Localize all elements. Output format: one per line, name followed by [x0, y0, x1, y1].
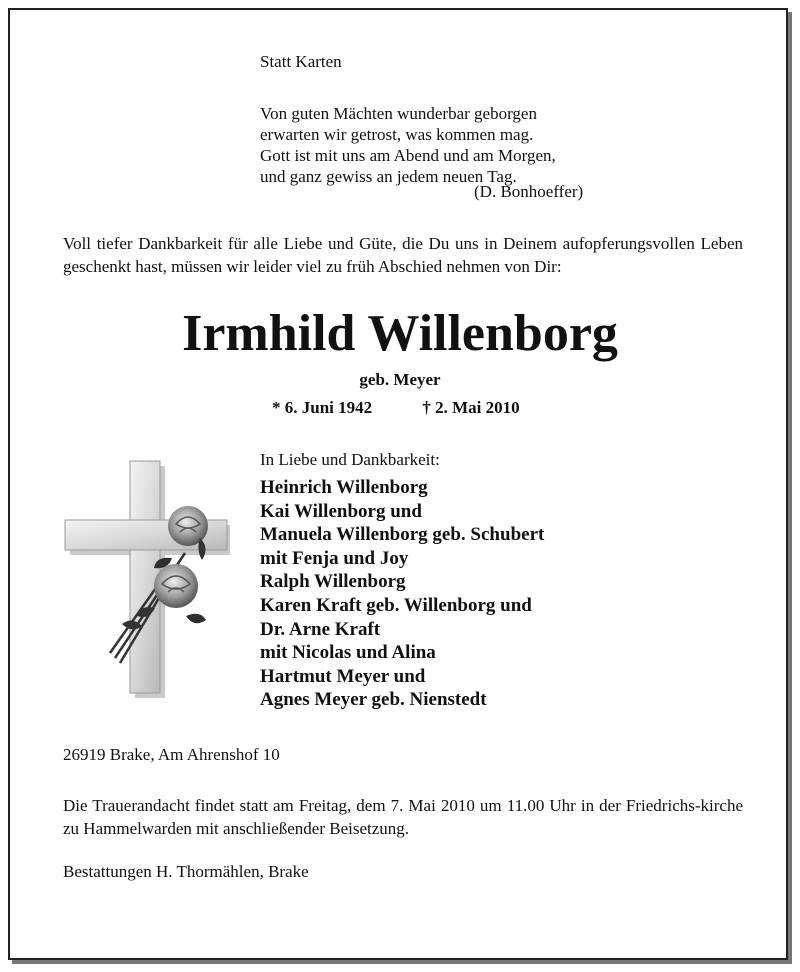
mourner-name: Manuela Willenborg geb. Schubert: [260, 524, 545, 546]
death-date: † 2. Mai 2010: [422, 398, 520, 417]
deceased-name: Irmhild Willenborg: [182, 305, 618, 362]
mourners-list: [260, 476, 544, 712]
verse-line: Gott ist mit uns am Abend und am Morgen,: [260, 146, 556, 165]
verse-line: und ganz gewiss an jedem neuen Tag.: [260, 167, 517, 186]
verse-line: Von guten Mächten wunderbar geborgen: [260, 104, 537, 123]
cross-with-roses-icon: [60, 458, 230, 698]
mourners-label: In Liebe und Dankbarkeit:: [260, 450, 440, 469]
statt-karten-heading: Statt Karten: [260, 52, 342, 71]
mourner-name: Dr. Arne Kraft: [260, 618, 381, 640]
undertaker: Bestattungen H. Thormählen, Brake: [63, 862, 309, 881]
life-dates: [272, 398, 520, 418]
mourner-name: mit Nicolas und Alina: [260, 642, 436, 664]
service-announcement: Die Trauerandacht findet statt am Freitag, dem 7. Mai 2010 um 11.00 Uhr in der Friedrichs-kirche zu Hammelwarden mit anschließender Beisetzung.: [63, 796, 743, 838]
mourner-name: Hartmut Meyer und: [260, 665, 426, 687]
bonhoeffer-verse: [260, 103, 556, 187]
family-address: 26919 Brake, Am Ahrenshof 10: [63, 745, 280, 764]
mourner-name: Ralph Willenborg: [260, 571, 406, 593]
obituary-notice: [8, 8, 788, 960]
mourner-name: Heinrich Willenborg: [260, 477, 428, 498]
mourner-name: Agnes Meyer geb. Nienstedt: [260, 689, 487, 711]
verse-author: (D. Bonhoeffer): [474, 182, 584, 201]
intro-text: Voll tiefer Dankbarkeit für alle Liebe und Güte, die Du uns in Deinem aufopferungsvollen Leben geschenkt hast, müssen wir leider viel zu früh Abschied nehmen von Dir:: [63, 234, 743, 276]
birth-date: * 6. Juni 1942: [272, 398, 373, 417]
mourner-name: Kai Willenborg und: [260, 500, 422, 522]
verse-line: erwarten wir getrost, was kommen mag.: [260, 125, 534, 144]
mourner-name: mit Fenja und Joy: [260, 547, 409, 569]
maiden-name: geb. Meyer: [359, 370, 441, 389]
mourner-name: Karen Kraft geb. Willenborg und: [260, 594, 532, 616]
